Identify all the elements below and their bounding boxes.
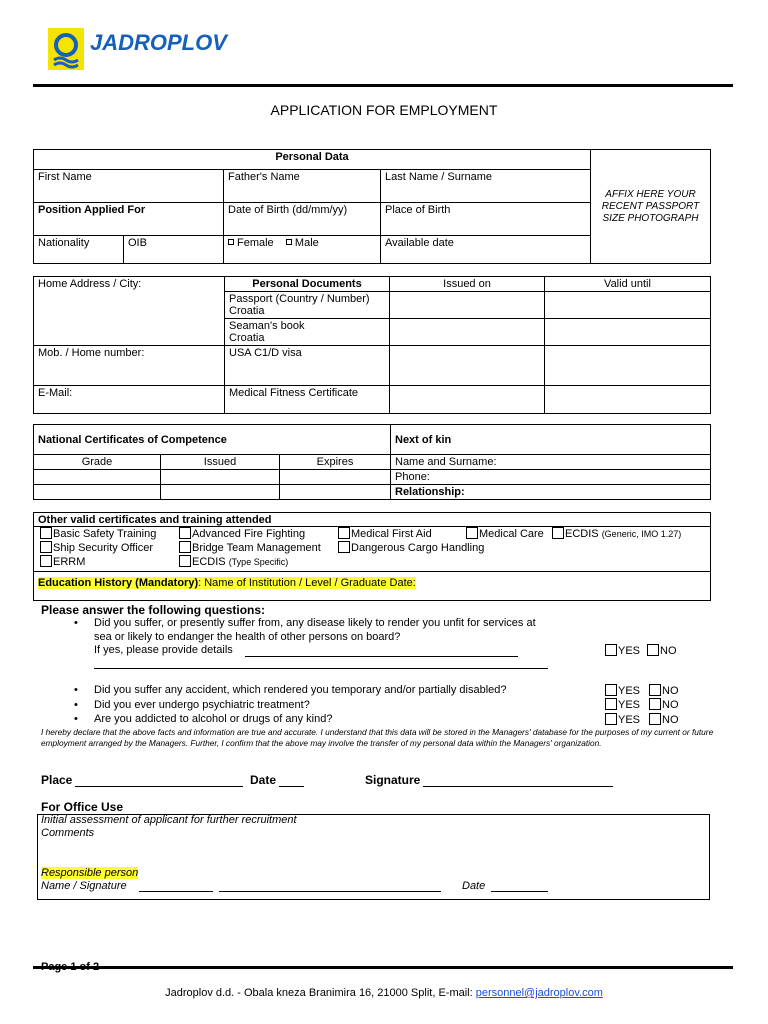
expires-cell[interactable] — [280, 485, 391, 500]
place-label: Place — [41, 773, 73, 787]
question-1b: sea or likely to endanger the health of other persons on board? — [94, 631, 401, 643]
personal-heading: Personal Data — [34, 150, 591, 170]
checkbox-icon[interactable] — [466, 527, 478, 539]
q4-yes[interactable]: YES — [605, 713, 640, 726]
male-checkbox[interactable] — [286, 239, 292, 245]
seaman-country: Croatia — [229, 332, 265, 344]
competence-table — [33, 424, 711, 500]
grade-cell[interactable] — [34, 470, 161, 485]
cert-bridge-team[interactable]: Bridge Team Management — [179, 541, 321, 554]
checkbox-icon[interactable] — [605, 684, 617, 696]
name-signature-label: Name / Signature — [41, 880, 127, 892]
personal-data-table — [33, 149, 711, 264]
logo-text: JADROPLOV — [90, 30, 227, 55]
cert-ecdis-generic[interactable]: ECDIS (Generic, IMO 1.27) — [552, 527, 681, 540]
bullet: • — [74, 684, 78, 696]
header-rule — [33, 84, 733, 87]
question-2: Did you suffer any accident, which rendered you temporary and/or partially disabled? — [94, 684, 507, 696]
q3-yes[interactable]: YES — [605, 698, 640, 711]
question-3: Did you ever undergo psychiatric treatment? — [94, 699, 310, 711]
medical-label: Medical Fitness Certificate — [225, 386, 390, 414]
signature-field[interactable] — [423, 773, 613, 787]
responsible-label: Responsible person — [41, 867, 139, 879]
questions-heading: Please answer the following questions: — [41, 603, 266, 617]
cert-fire-fighting[interactable]: Advanced Fire Fighting — [179, 527, 305, 540]
grade-header: Grade — [34, 455, 161, 470]
passport-label: Passport (Country / Number) — [229, 293, 370, 305]
fathers-name-field[interactable]: Father's Name — [224, 170, 381, 203]
passport-country: Croatia — [229, 305, 265, 317]
checkbox-icon[interactable] — [649, 698, 661, 710]
certificates-box — [33, 512, 711, 601]
checkbox-icon[interactable] — [552, 527, 564, 539]
passport-row — [225, 292, 390, 319]
office-date-field[interactable] — [491, 880, 548, 892]
details-line-2[interactable] — [94, 657, 548, 669]
cert-medical-care[interactable]: Medical Care — [466, 527, 544, 540]
cert-dangerous-cargo[interactable]: Dangerous Cargo Handling — [338, 541, 484, 554]
education-label: Education History (Mandatory) — [38, 577, 199, 589]
first-name-field[interactable]: First Name — [34, 170, 224, 203]
position-field[interactable]: Position Applied For — [34, 203, 224, 236]
cert-ship-security[interactable]: Ship Security Officer — [40, 541, 153, 554]
gender-field[interactable] — [224, 236, 381, 264]
dob-field[interactable]: Date of Birth (dd/mm/yy) — [224, 203, 381, 236]
checkbox-icon[interactable] — [605, 698, 617, 710]
place-of-birth-field[interactable]: Place of Birth — [381, 203, 591, 236]
footer-rule — [33, 966, 733, 969]
page-title: APPLICATION FOR EMPLOYMENT — [270, 102, 498, 118]
oib-field[interactable]: OIB — [124, 236, 224, 264]
education-text: : Name of Institution / Level / Graduate Date: — [198, 577, 416, 589]
issued-on-header: Issued on — [390, 277, 545, 292]
checkbox-icon[interactable] — [40, 555, 52, 567]
issued-cell[interactable] — [161, 470, 280, 485]
available-date-field[interactable]: Available date — [381, 236, 591, 264]
address-text: Jadroplov d.d. - Obala kneza Branimira 16, 21000 Split, E-mail: — [165, 987, 476, 999]
date-field[interactable] — [279, 773, 304, 787]
cert-basic-safety[interactable]: Basic Safety Training — [40, 527, 156, 540]
home-address-field[interactable]: Home Address / City: — [34, 277, 225, 346]
seaman-row — [225, 319, 390, 346]
footer-address — [0, 987, 768, 999]
q1-yes[interactable]: YES — [605, 644, 640, 657]
office-date-label: Date — [462, 880, 486, 892]
documents-heading: Personal Documents — [225, 277, 390, 292]
office-heading: For Office Use — [41, 800, 124, 814]
issued-header: Issued — [161, 455, 280, 470]
checkbox-icon[interactable] — [338, 527, 350, 539]
name-field[interactable] — [139, 880, 213, 892]
visa-valid[interactable] — [545, 346, 711, 386]
logo-icon — [48, 28, 84, 70]
checkbox-icon[interactable] — [40, 541, 52, 553]
q4-no[interactable]: NO — [649, 713, 679, 726]
bullet: • — [74, 617, 78, 629]
checkbox-icon[interactable] — [605, 713, 617, 725]
q3-no[interactable]: NO — [649, 698, 679, 711]
email-link[interactable]: personnel@jadroplov.com — [475, 987, 603, 999]
visa-issued[interactable] — [390, 346, 545, 386]
checkbox-icon[interactable] — [40, 527, 52, 539]
q1-no[interactable]: NO — [647, 644, 677, 657]
place-field[interactable] — [75, 773, 243, 787]
medical-issued[interactable] — [390, 386, 545, 414]
issued-cell[interactable] — [161, 485, 280, 500]
seaman-issued[interactable] — [390, 319, 545, 346]
visa-label: USA C1/D visa — [225, 346, 390, 386]
mob-field[interactable]: Mob. / Home number: — [34, 346, 225, 386]
female-checkbox[interactable] — [228, 239, 234, 245]
q2-yes[interactable]: YES — [605, 684, 640, 697]
expires-cell[interactable] — [280, 470, 391, 485]
seaman-label: Seaman's book — [229, 320, 305, 332]
kin-name-field[interactable]: Name and Surname: — [391, 455, 711, 470]
signature-label: Signature — [365, 773, 421, 787]
medical-valid[interactable] — [545, 386, 711, 414]
q2-no[interactable]: NO — [649, 684, 679, 697]
female-label: Female — [237, 237, 274, 249]
male-label: Male — [294, 237, 319, 249]
checkbox-icon[interactable] — [649, 713, 661, 725]
signature-office-field[interactable] — [219, 880, 441, 892]
checkbox-icon[interactable] — [605, 644, 617, 656]
valid-until-header: Valid until — [545, 277, 711, 292]
logo — [48, 28, 84, 70]
cert-ecdis-type[interactable]: ECDIS (Type Specific) — [179, 555, 288, 568]
passport-issued[interactable] — [390, 292, 545, 319]
certs-heading: Other valid certificates and training attended — [38, 514, 272, 526]
bullet: • — [74, 713, 78, 725]
education-history[interactable] — [38, 577, 416, 589]
competence-heading: National Certificates of Competence — [34, 425, 391, 455]
grade-cell[interactable] — [34, 485, 161, 500]
passport-valid[interactable] — [545, 292, 711, 319]
checkbox-icon[interactable] — [338, 541, 350, 553]
question-4: Are you addicted to alcohol or drugs of any kind? — [94, 713, 333, 725]
checkbox-icon[interactable] — [179, 541, 191, 553]
photo-box[interactable]: AFFIX HERE YOUR RECENT PASSPORT SIZE PHOTOGRAPH — [591, 150, 711, 264]
nationality-field[interactable]: Nationality — [34, 236, 124, 264]
checkbox-icon[interactable] — [649, 684, 661, 696]
last-name-field[interactable]: Last Name / Surname — [381, 170, 591, 203]
cert-first-aid[interactable]: Medical First Aid — [338, 527, 432, 540]
checkbox-icon[interactable] — [179, 527, 191, 539]
initial-assessment: Initial assessment of applicant for further recruitment — [41, 814, 297, 826]
question-1c: If yes, please provide details — [94, 644, 233, 656]
date-label: Date — [250, 773, 277, 787]
office-box[interactable] — [37, 814, 710, 900]
bullet: • — [74, 699, 78, 711]
expires-header: Expires — [280, 455, 391, 470]
declaration: I hereby declare that the above facts and information are true and accurate. I understand that this data will be stored in the Managers' database for the purposes of my current or future employment arranged by the Managers. Further, I confirm that the above may involve the transfer of my personal data within the Managers' organization. — [41, 727, 714, 748]
email-field[interactable]: E-Mail: — [34, 386, 225, 414]
cert-errm[interactable]: ERRM — [40, 555, 85, 568]
kin-phone-field[interactable]: Phone: — [391, 470, 711, 485]
kin-relationship-field[interactable]: Relationship: — [391, 485, 711, 500]
seaman-valid[interactable] — [545, 319, 711, 346]
documents-table — [33, 276, 711, 414]
kin-heading: Next of kin — [391, 425, 711, 455]
details-line-1[interactable] — [245, 644, 518, 657]
checkbox-icon[interactable] — [179, 555, 191, 567]
checkbox-icon[interactable] — [647, 644, 659, 656]
question-1a: Did you suffer, or presently suffer from, any disease likely to render you unfit for services at — [94, 617, 536, 629]
comments-label: Comments — [41, 827, 95, 839]
